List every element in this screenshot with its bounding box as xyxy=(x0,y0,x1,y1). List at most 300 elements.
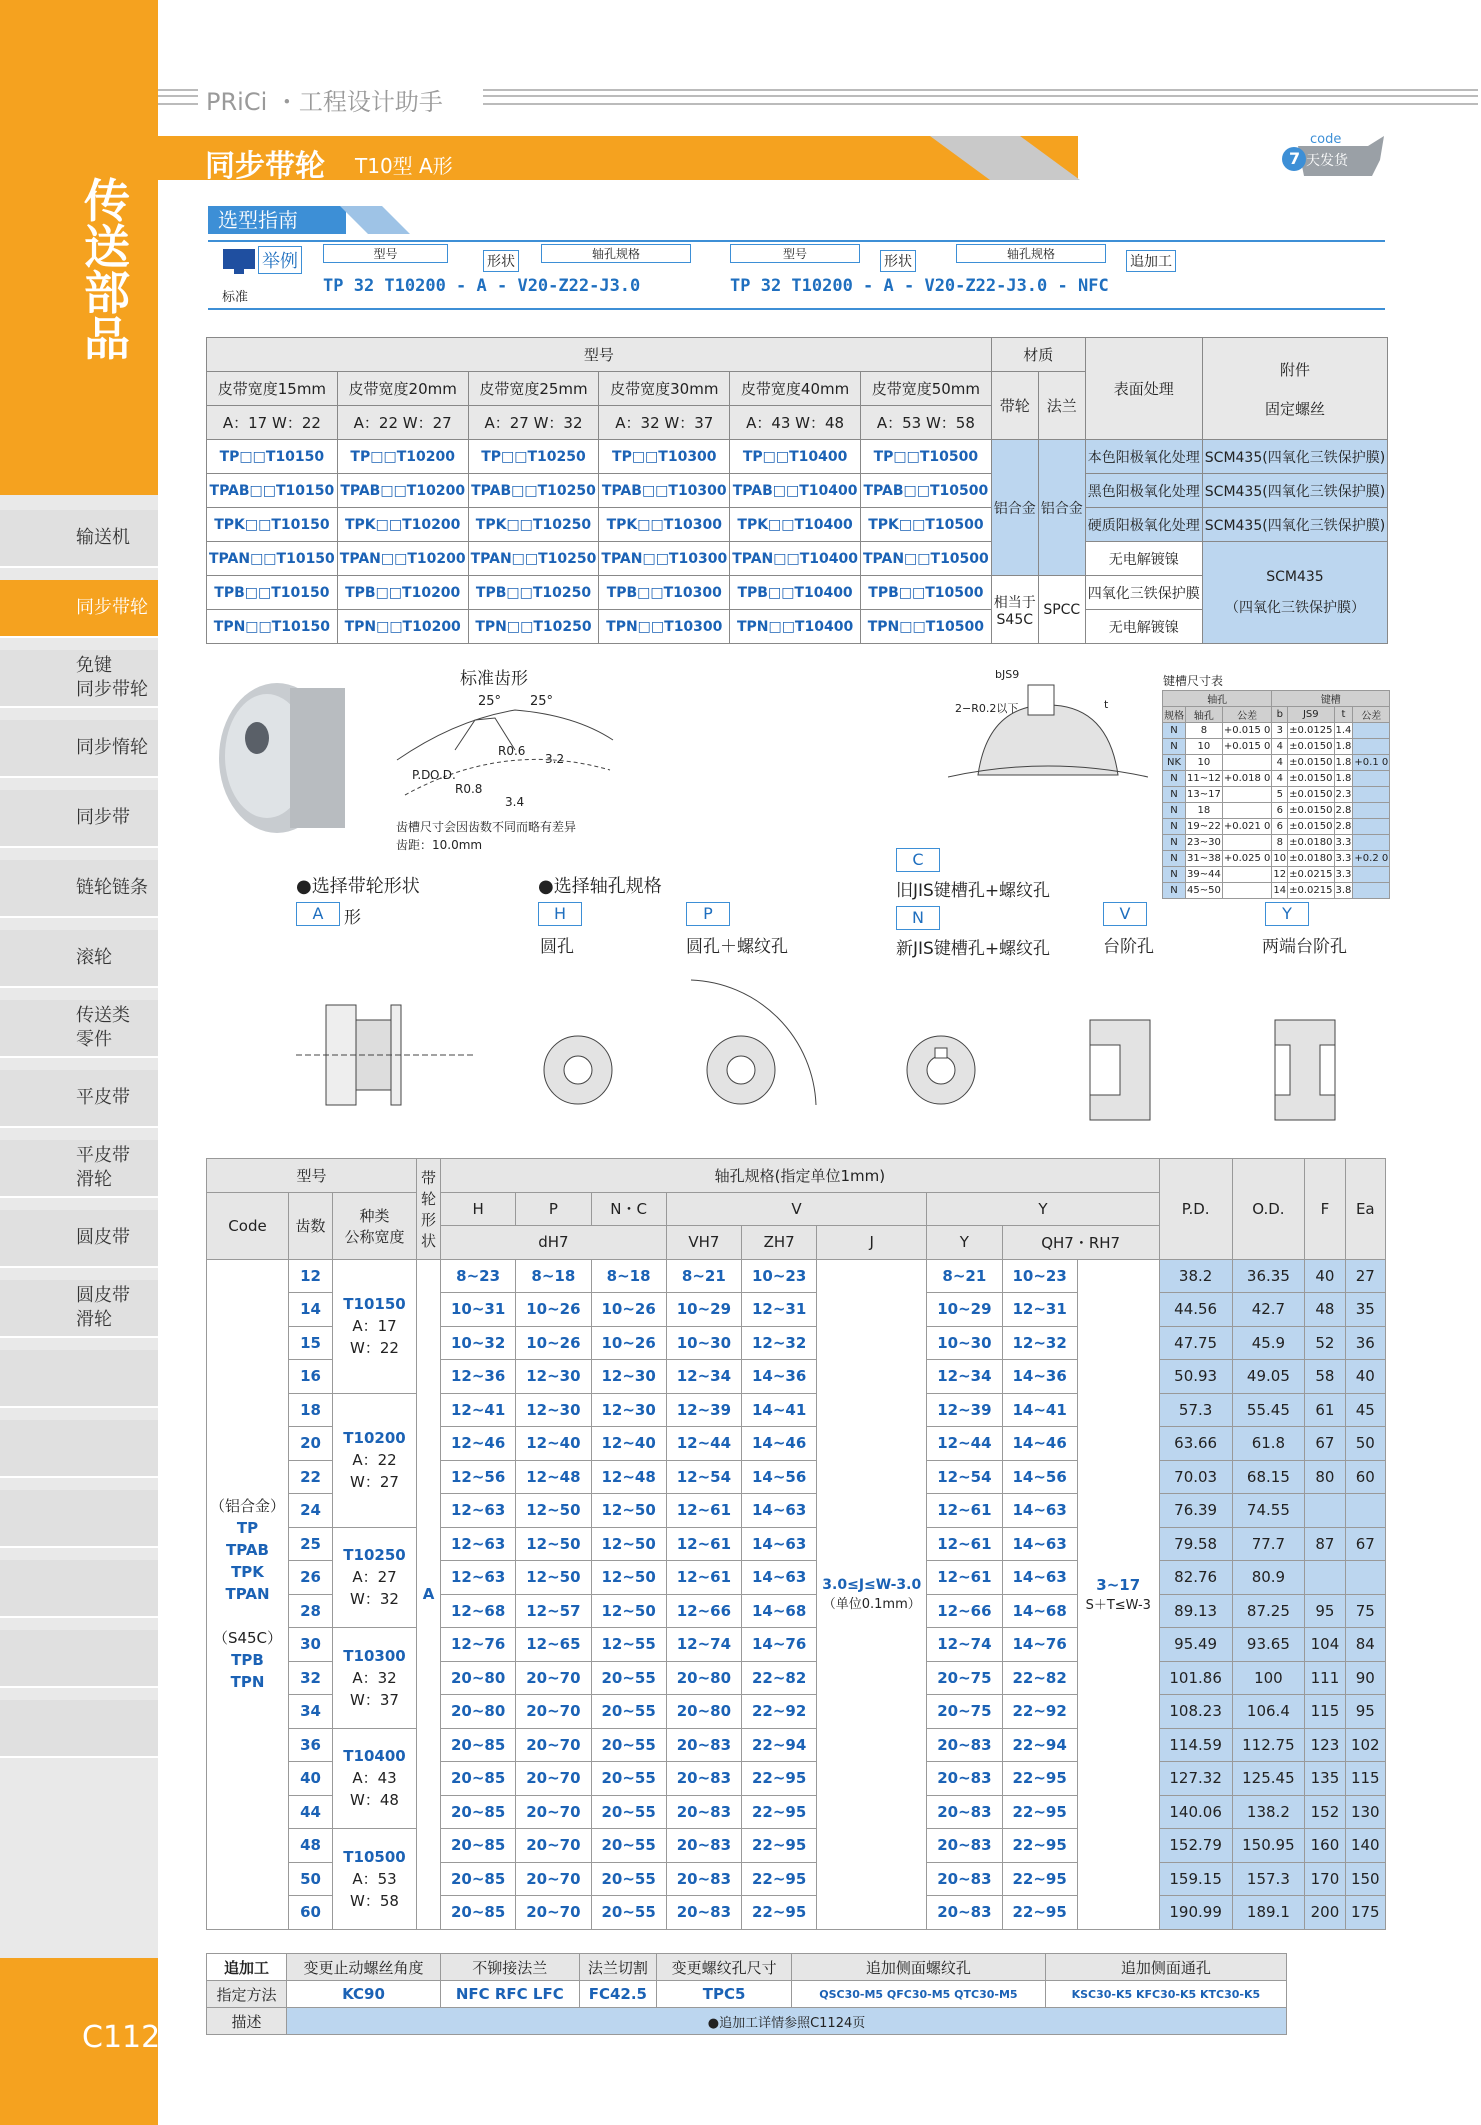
dim-value: 104 xyxy=(1305,1628,1345,1662)
bore-range: 20~70 xyxy=(516,1762,591,1796)
choose-bore-label: ●选择轴孔规格 xyxy=(538,876,662,897)
sidebar-item-16[interactable] xyxy=(0,1630,158,1688)
bore-range: 12~50 xyxy=(516,1494,591,1528)
part-number: TPAB□□T10300 xyxy=(599,474,730,508)
key-cell: 4 xyxy=(1272,755,1288,771)
bore-range: 20~70 xyxy=(516,1862,591,1896)
kind-w: W：27 xyxy=(350,1473,399,1491)
bore-range: 12~68 xyxy=(441,1594,516,1628)
belt-width-4: 皮带宽度40mm xyxy=(730,372,861,406)
extra-code[interactable]: KC90 xyxy=(287,1981,441,2008)
y-range: 12~66 xyxy=(927,1594,1002,1628)
dim-value: 47.75 xyxy=(1159,1326,1232,1360)
dim-value: 74.55 xyxy=(1232,1494,1305,1528)
key-cell: 39~44 xyxy=(1186,867,1223,883)
dim-value: 79.58 xyxy=(1159,1527,1232,1561)
part-number: TPK□□T10500 xyxy=(860,508,991,542)
dim-h_J: J xyxy=(817,1226,927,1260)
tooth-title: 标准齿形 xyxy=(460,669,528,689)
code-line: TPN xyxy=(230,1673,265,1691)
extra-code[interactable]: FC42.5 xyxy=(579,1981,657,2008)
sidebar-item-17[interactable] xyxy=(0,1700,158,1758)
dim-value: 76.39 xyxy=(1159,1494,1232,1528)
bore-h-drawing xyxy=(538,1030,618,1110)
part-number: TP□□T10300 xyxy=(599,440,730,474)
key-cell: 18 xyxy=(1186,803,1223,819)
y-range: 12~44 xyxy=(927,1427,1002,1461)
key-cell: ±0.0150 xyxy=(1288,739,1334,755)
kind-a: A：53 xyxy=(352,1869,397,1888)
dim-V-header: V xyxy=(666,1192,927,1226)
part-number: TPK□□T10150 xyxy=(207,508,338,542)
extra-label: 追加工 xyxy=(207,1954,287,1981)
dim-value: 50.93 xyxy=(1159,1360,1232,1394)
y-range: 20~83 xyxy=(927,1728,1002,1762)
key-cell xyxy=(1222,803,1272,819)
dim-value: 93.65 xyxy=(1232,1628,1305,1662)
bore-range: 8~23 xyxy=(441,1259,516,1293)
dim-value: 140.06 xyxy=(1159,1795,1232,1829)
y-range: 22~95 xyxy=(1002,1896,1077,1930)
tooth-od: O.D. xyxy=(430,768,456,782)
tooth-r08: R0.8 xyxy=(455,782,483,796)
material-header: 材质 xyxy=(991,338,1085,372)
dim-value: 58 xyxy=(1305,1360,1345,1394)
part-number: TPAN□□T10200 xyxy=(337,542,468,576)
teeth-count: 20 xyxy=(289,1427,333,1461)
fixing-screw-shared xyxy=(1202,542,1387,644)
key-cell: ±0.0150 xyxy=(1288,771,1334,787)
sidebar-item-8[interactable]: 平皮带 xyxy=(0,1070,158,1128)
shape-label-1: 形状 xyxy=(483,250,519,272)
kind-w: W：22 xyxy=(350,1339,399,1357)
shape-a-suffix: 形 xyxy=(344,908,361,928)
extra-desc-label: 描述 xyxy=(207,2008,287,2035)
surface-treatment: 四氧化三铁保护膜 xyxy=(1085,576,1202,610)
sidebar-item-12[interactable] xyxy=(0,1350,158,1408)
extra-col-header: 追加侧面通孔 xyxy=(1045,1954,1286,1981)
tooth-width: 3.4 xyxy=(505,795,525,809)
dim-value: 60 xyxy=(1345,1460,1385,1494)
bore-range: 12~30 xyxy=(516,1393,591,1427)
extra-code[interactable]: KSC30-K5 KFC30-K5 KTC30-K5 xyxy=(1045,1981,1286,2008)
dim-value: 140 xyxy=(1345,1829,1385,1863)
brand-stripes xyxy=(158,89,198,105)
page-number: C1121 xyxy=(82,2020,180,2055)
dim-value: 152.79 xyxy=(1159,1829,1232,1863)
kind-code: T10250 xyxy=(343,1546,406,1565)
shipping-badge xyxy=(1280,130,1390,182)
dim-value: 80 xyxy=(1305,1460,1345,1494)
surface-treatment: 无电解镀镍 xyxy=(1085,542,1202,576)
key-cell: N xyxy=(1163,771,1186,787)
bore-range: 10~23 xyxy=(742,1259,817,1293)
y-range: 10~29 xyxy=(927,1293,1002,1327)
dim-value: 150.95 xyxy=(1232,1829,1305,1863)
part-number: TP□□T10400 xyxy=(730,440,861,474)
bore-label-2: 轴孔规格 xyxy=(956,244,1106,263)
dim-h_zh7: ZH7 xyxy=(742,1226,817,1260)
bore-range: 12~63 xyxy=(441,1527,516,1561)
bore-c-label: 旧JIS键槽孔+螺纹孔 xyxy=(896,881,1051,901)
dim-value: 36 xyxy=(1345,1326,1385,1360)
bore-range: 8~21 xyxy=(666,1259,741,1293)
extra-code[interactable]: QSC30-M5 QFC30-M5 QTC30-M5 xyxy=(792,1981,1046,2008)
y-range: 14~76 xyxy=(1002,1628,1077,1662)
bore-range: 12~50 xyxy=(591,1561,666,1595)
key-cell: 5 xyxy=(1272,787,1288,803)
y-range: 12~61 xyxy=(927,1527,1002,1561)
bore-range: 10~31 xyxy=(441,1293,516,1327)
sidebar-item-2[interactable]: 免键 同步带轮 xyxy=(0,650,158,708)
key-cell: 1.8 xyxy=(1334,739,1353,755)
key-cell: 14 xyxy=(1272,883,1288,899)
dim-value: 115 xyxy=(1305,1695,1345,1729)
key-cell: +0.015 0 xyxy=(1222,723,1272,739)
key-cell: ±0.0150 xyxy=(1288,819,1334,835)
bore-range: 20~83 xyxy=(666,1896,741,1930)
kind-a: A：22 xyxy=(352,1451,397,1469)
dim-value: 115 xyxy=(1345,1762,1385,1796)
bore-range: 12~48 xyxy=(516,1460,591,1494)
bore-range: 20~85 xyxy=(441,1728,516,1762)
teeth-count: 30 xyxy=(289,1628,333,1662)
belt-width-2: 皮带宽度25mm xyxy=(468,372,599,406)
dim-value: 170 xyxy=(1305,1862,1345,1896)
dim-value: 127.32 xyxy=(1159,1762,1232,1796)
dim-h_QR: QH7・RH7 xyxy=(1002,1226,1159,1260)
dim-value: 80.9 xyxy=(1232,1561,1305,1595)
key-cell: N xyxy=(1163,819,1186,835)
dim-value: 90 xyxy=(1345,1661,1385,1695)
standard-label: 标准 xyxy=(222,290,249,305)
tooth-angle-1: 25° xyxy=(478,694,502,709)
shape-a-box[interactable]: A xyxy=(296,902,340,926)
key-cell: 4 xyxy=(1272,739,1288,755)
key-cell: 8 xyxy=(1186,723,1223,739)
teeth-count: 12 xyxy=(289,1259,333,1293)
dim-value: 40 xyxy=(1345,1360,1385,1394)
y-range: 14~63 xyxy=(1002,1561,1077,1595)
j-line2: （单位0.1mm） xyxy=(822,1596,921,1612)
key-cell: 2.8 xyxy=(1334,819,1353,835)
key-col-6: 公差 xyxy=(1353,707,1390,723)
bore-range: 10~26 xyxy=(516,1293,591,1327)
belt-width-1: 皮带宽度20mm xyxy=(337,372,468,406)
bore-y-drawing xyxy=(1255,1000,1385,1140)
y-range: 14~41 xyxy=(1002,1393,1077,1427)
bore-range: 10~26 xyxy=(591,1293,666,1327)
dim-value: 63.66 xyxy=(1159,1427,1232,1461)
flange-material-header: 法兰 xyxy=(1038,372,1085,440)
tooth-pd: P.D. xyxy=(412,768,435,782)
teeth-count: 16 xyxy=(289,1360,333,1394)
dim-h_f: F xyxy=(1305,1159,1345,1260)
code-line: TPB xyxy=(231,1651,264,1669)
kind-a: A：27 xyxy=(352,1568,397,1587)
code-label: code xyxy=(1310,132,1342,147)
extra-code[interactable]: NFC RFC LFC xyxy=(441,1981,580,2008)
y-range: 14~56 xyxy=(1002,1460,1077,1494)
dim-h_pd: P.D. xyxy=(1159,1159,1232,1260)
key-cell: 8 xyxy=(1272,835,1288,851)
screw-label: 固定螺丝 xyxy=(1264,399,1325,418)
key-cell: 23~30 xyxy=(1186,835,1223,851)
teeth-count: 60 xyxy=(289,1896,333,1930)
bore-range: 20~85 xyxy=(441,1862,516,1896)
bore-range: 12~54 xyxy=(666,1460,741,1494)
extra-processing-table xyxy=(206,1953,1287,2035)
bore-range: 12~66 xyxy=(666,1594,741,1628)
bore-range: 12~61 xyxy=(666,1527,741,1561)
key-cell: 6 xyxy=(1272,819,1288,835)
y-range: 10~30 xyxy=(927,1326,1002,1360)
kind-a: A：43 xyxy=(352,1769,397,1788)
surface-treatment: 无电解镀镍 xyxy=(1085,610,1202,644)
qr-line1: 3~17 xyxy=(1096,1575,1141,1594)
sidebar-item-7[interactable]: 传送类 零件 xyxy=(0,1000,158,1058)
part-number: TPK□□T10400 xyxy=(730,508,861,542)
key-cell xyxy=(1222,787,1272,803)
key-cell xyxy=(1222,755,1272,771)
bore-range: 22~95 xyxy=(742,1829,817,1863)
bore-range: 20~70 xyxy=(516,1695,591,1729)
part-number: TPAN□□T10150 xyxy=(207,542,338,576)
kind-group xyxy=(333,1829,417,1930)
part-number: TPAB□□T10200 xyxy=(337,474,468,508)
bore-range: 8~18 xyxy=(516,1259,591,1293)
key-cell: +0.015 0 xyxy=(1222,739,1272,755)
dim-value: 175 xyxy=(1345,1896,1385,1930)
dim-shape-header: 带轮形状 xyxy=(417,1159,441,1260)
part-number: TPB□□T10150 xyxy=(207,576,338,610)
dim-value: 84 xyxy=(1345,1628,1385,1662)
extra-col-header: 不铆接法兰 xyxy=(441,1954,580,1981)
key-cell xyxy=(1222,883,1272,899)
dim-value: 114.59 xyxy=(1159,1728,1232,1762)
code-line: TPAN xyxy=(225,1585,270,1603)
s45c-line2: S45C xyxy=(996,611,1034,628)
key-cell: 19~22 xyxy=(1186,819,1223,835)
sidebar-item-13[interactable] xyxy=(0,1420,158,1478)
bore-y-box[interactable]: Y xyxy=(1265,902,1309,926)
model-label-2: 型号 xyxy=(730,244,860,263)
teeth-count: 36 xyxy=(289,1728,333,1762)
sidebar-item-9[interactable]: 平皮带 滑轮 xyxy=(0,1140,158,1198)
part-number: TPAB□□T10400 xyxy=(730,474,861,508)
bore-p-box[interactable]: P xyxy=(686,902,730,926)
key-cell: 2.3 xyxy=(1334,787,1353,803)
key-cell: 10 xyxy=(1186,739,1223,755)
bore-range: 12~40 xyxy=(516,1427,591,1461)
kind-code: T10500 xyxy=(343,1847,406,1866)
y-range: 14~68 xyxy=(1002,1594,1077,1628)
key-cell: 31~38 xyxy=(1186,851,1223,867)
dim-value: 102 xyxy=(1345,1728,1385,1762)
bore-range: 12~61 xyxy=(666,1494,741,1528)
dim-value-empty xyxy=(1345,1561,1385,1595)
sidebar-item-14[interactable] xyxy=(0,1490,158,1548)
page-subtitle: T10型 A形 xyxy=(355,154,453,178)
tooth-note-1: 齿槽尺寸会因齿数不同而略有差异 xyxy=(396,820,577,834)
key-col-1: 轴孔 xyxy=(1186,707,1223,723)
key-cell: N xyxy=(1163,883,1186,899)
a-w-2: A：27 W：32 xyxy=(468,406,599,440)
teeth-count: 26 xyxy=(289,1561,333,1595)
y-range: 8~21 xyxy=(927,1259,1002,1293)
y-range: 12~54 xyxy=(927,1460,1002,1494)
bore-range: 20~70 xyxy=(516,1728,591,1762)
keyway-size-table xyxy=(1162,690,1390,899)
teeth-count: 48 xyxy=(289,1829,333,1863)
bore-range: 10~32 xyxy=(441,1326,516,1360)
bore-range: 14~41 xyxy=(742,1393,817,1427)
bore-range: 22~95 xyxy=(742,1862,817,1896)
bore-range: 20~80 xyxy=(441,1695,516,1729)
bore-range: 14~63 xyxy=(742,1561,817,1595)
qr-line2: S＋T≤W-3 xyxy=(1085,1597,1151,1613)
key-cell: 6 xyxy=(1272,803,1288,819)
kind-code: T10150 xyxy=(343,1295,406,1313)
belt-width-0: 皮带宽度15mm xyxy=(207,372,338,406)
dim-value: 55.45 xyxy=(1232,1393,1305,1427)
y-range: 12~61 xyxy=(927,1494,1002,1528)
section-title: 传送部品 xyxy=(84,174,130,366)
bore-range: 12~46 xyxy=(441,1427,516,1461)
fixing-screw: SCM435(四氧化三铁保护膜) xyxy=(1202,508,1387,542)
bore-range: 14~76 xyxy=(742,1628,817,1662)
kind-w: W：58 xyxy=(350,1891,399,1910)
model-label-1: 型号 xyxy=(323,244,448,263)
key-cell xyxy=(1353,723,1390,739)
dim-value: 42.7 xyxy=(1232,1293,1305,1327)
y-range: 14~36 xyxy=(1002,1360,1077,1394)
dim-value: 130 xyxy=(1345,1795,1385,1829)
sidebar-item-0[interactable]: 输送机 xyxy=(0,510,158,568)
kind-code: T10300 xyxy=(343,1646,406,1665)
y-range: 20~83 xyxy=(927,1896,1002,1930)
sidebar-item-4[interactable]: 同步带 xyxy=(0,790,158,848)
kind-group xyxy=(333,1393,417,1527)
bore-h-label: 圆孔 xyxy=(540,937,574,957)
key-cell xyxy=(1353,771,1390,787)
extra-col-header: 追加侧面螺纹孔 xyxy=(792,1954,1046,1981)
dim-value: 89.13 xyxy=(1159,1594,1232,1628)
order-example xyxy=(208,240,1385,310)
brand-bar xyxy=(158,82,1478,116)
part-number: TPN□□T10500 xyxy=(860,610,991,644)
part-number: TPB□□T10300 xyxy=(599,576,730,610)
bore-range: 12~36 xyxy=(441,1360,516,1394)
sidebar-item-11[interactable]: 圆皮带 滑轮 xyxy=(0,1280,158,1338)
keyway-t: t xyxy=(1104,698,1109,711)
a-w-0: A：17 W：22 xyxy=(207,406,338,440)
sidebar-item-1[interactable]: 同步带轮 xyxy=(0,580,158,638)
y-range: 14~63 xyxy=(1002,1494,1077,1528)
bore-n-box[interactable]: N xyxy=(896,906,940,930)
dim-value: 27 xyxy=(1345,1259,1385,1293)
code-cell xyxy=(207,1259,289,1929)
bore-range: 22~95 xyxy=(742,1896,817,1930)
part-number: TPB□□T10200 xyxy=(337,576,468,610)
bore-range: 20~80 xyxy=(666,1695,741,1729)
bore-n-label: 新JIS键槽孔+螺纹孔 xyxy=(896,939,1051,959)
bore-range: 12~31 xyxy=(742,1293,817,1327)
code-line: TP xyxy=(236,1519,259,1537)
key-cell xyxy=(1353,883,1390,899)
dim-value: 100 xyxy=(1232,1661,1305,1695)
bore-range: 20~85 xyxy=(441,1762,516,1796)
dim-h_P: P xyxy=(516,1192,591,1226)
key-cell: 12 xyxy=(1272,867,1288,883)
extra-spec-label: 指定方法 xyxy=(207,1981,287,2008)
sidebar-header xyxy=(0,0,158,495)
sidebar-item-5[interactable]: 链轮链条 xyxy=(0,860,158,918)
dim-value: 87.25 xyxy=(1232,1594,1305,1628)
extra-code[interactable]: TPC5 xyxy=(657,1981,792,2008)
pulley-photo xyxy=(212,668,352,838)
surface-treatment: 黑色阳极氧化处理 xyxy=(1085,474,1202,508)
key-cell: ±0.0215 xyxy=(1288,867,1334,883)
dim-value: 200 xyxy=(1305,1896,1345,1930)
bore-c-box[interactable]: C xyxy=(896,848,940,872)
dim-value: 108.23 xyxy=(1159,1695,1232,1729)
bore-range: 12~76 xyxy=(441,1628,516,1662)
bore-v-label: 台阶孔 xyxy=(1103,937,1154,957)
bore-h-box[interactable]: H xyxy=(538,902,582,926)
kind-code: T10200 xyxy=(343,1429,406,1447)
key-cell xyxy=(1353,803,1390,819)
key-head-keyway: 键槽 xyxy=(1272,691,1390,707)
code-line: TPAB xyxy=(226,1541,269,1559)
qr-range xyxy=(1077,1259,1159,1929)
bore-range: 20~85 xyxy=(441,1795,516,1829)
key-cell xyxy=(1353,739,1390,755)
bore-range: 20~55 xyxy=(591,1728,666,1762)
sidebar-item-6[interactable]: 滚轮 xyxy=(0,930,158,988)
monitor-icon xyxy=(222,248,256,276)
extra-col-header: 法兰切割 xyxy=(579,1954,657,1981)
bore-range: 20~55 xyxy=(591,1862,666,1896)
bore-range: 22~94 xyxy=(742,1728,817,1762)
tooth-angle-2: 25° xyxy=(530,694,554,709)
dim-value: 111 xyxy=(1305,1661,1345,1695)
key-cell: NK xyxy=(1163,755,1186,771)
sidebar-item-15[interactable] xyxy=(0,1560,158,1618)
bore-range: 12~50 xyxy=(591,1494,666,1528)
part-number: TPAN□□T10300 xyxy=(599,542,730,576)
bore-range: 8~18 xyxy=(591,1259,666,1293)
sidebar-item-10[interactable]: 圆皮带 xyxy=(0,1210,158,1268)
dim-value: 101.86 xyxy=(1159,1661,1232,1695)
j-range xyxy=(817,1259,927,1929)
bore-range: 20~83 xyxy=(666,1795,741,1829)
key-cell: N xyxy=(1163,867,1186,883)
sidebar-item-3[interactable]: 同步惰轮 xyxy=(0,720,158,778)
bore-v-box[interactable]: V xyxy=(1103,902,1147,926)
keyway-diagram xyxy=(948,665,1148,795)
bore-range: 20~80 xyxy=(666,1661,741,1695)
y-range: 22~82 xyxy=(1002,1661,1077,1695)
part-number: TPN□□T10400 xyxy=(730,610,861,644)
y-range: 12~39 xyxy=(927,1393,1002,1427)
code-line: （铝合金） xyxy=(209,1497,285,1515)
dim-value-empty xyxy=(1345,1494,1385,1528)
dim-value: 68.15 xyxy=(1232,1460,1305,1494)
selection-guide-heading: 选型指南 xyxy=(208,206,346,234)
dim-value: 106.4 xyxy=(1232,1695,1305,1729)
bore-range: 12~74 xyxy=(666,1628,741,1662)
